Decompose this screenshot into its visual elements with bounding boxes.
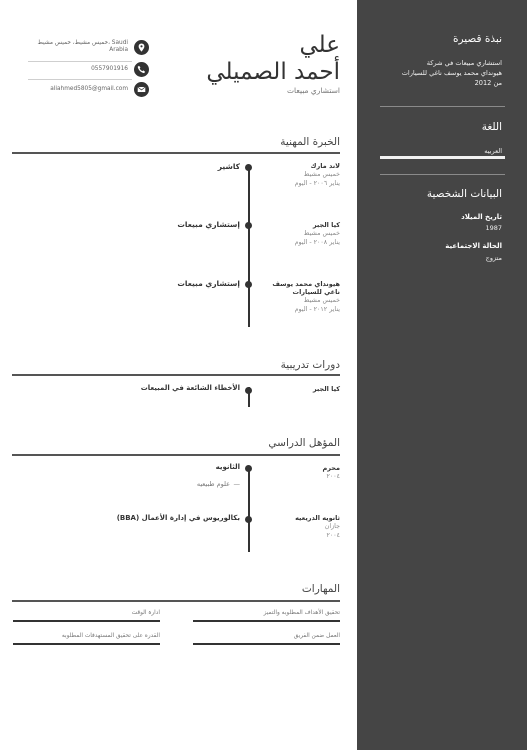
timeline-dot [245,516,252,523]
experience-date: يناير ٢٠١٢ - اليوم [294,306,340,313]
experience-role: إستشاري مبيعات [177,279,240,288]
education-school: ثانويه الدريعيه [295,514,340,522]
birth-label: تاريخ الميلاد [461,213,502,221]
marital-value: متزوج [485,254,502,262]
experience-org-line2: ناغي للسيارات [292,288,340,296]
marital-label: الحالة الاجتماعية [445,242,502,250]
skill-bar [193,643,340,645]
education-school: محرم [322,464,340,472]
phone-text[interactable]: 0557901916 [91,66,128,72]
language-value: العربيه [484,147,502,155]
section-rule [12,454,340,456]
skill-label: العمل ضمن الفريق [293,633,340,639]
experience-org: لاند مارك [310,162,340,170]
experience-date: يناير ٢٠٠٨ - اليوم [294,239,340,246]
sidebar [357,0,527,750]
skill-bar [13,643,160,645]
about-text: استشاري مبيعات في شركة هيونداي محمد يوسف ناغي للسيارات من 2012 [401,59,502,87]
experience-org: هيونداي محمد يوسف [272,280,340,288]
contact-address [28,40,152,60]
experience-city: خميس مشيط [303,297,340,304]
education-field: علوم طبيعيه [196,480,230,488]
training-org: كيا الجبر [312,385,340,393]
divider [28,79,132,80]
education-degree: بكالوريوس في إدارة الأعمال (BBA) [116,514,240,522]
address-text: خميس مشيط، خميس مشيط، Saudi Arabia [37,40,128,53]
skill-bar [13,620,160,622]
education-degree: الثانويه [215,463,240,471]
education-city: جازان [324,523,340,530]
education-year: ٢٠٠٤ [326,532,340,539]
personal-title: البيانات الشخصية [426,188,502,200]
timeline-dot [245,465,252,472]
last-name: أحمد الصميلي [206,59,340,85]
experience-date: يناير ٢٠٠٦ - اليوم [294,180,340,187]
location-pin-icon [134,40,149,55]
language-level-bar [380,156,505,159]
experience-org: كيا الجبر [312,221,340,229]
email-icon [134,82,149,97]
timeline-dot [245,222,252,229]
phone-icon [134,62,149,77]
job-title: استشاري مبيعات [287,86,340,95]
experience-role: كاشير [217,162,240,171]
section-rule [12,152,340,154]
section-rule [12,374,340,376]
skill-label: القدره على تحقيق المستهدفات المطلوبه [61,633,160,639]
training-title: دورات تدريبية [280,359,340,371]
skill-label: تحقيق الأهداف المطلوبه والتميز [263,610,340,616]
education-timeline [248,466,250,552]
training-course: الأخطاء الشائعة في المبيعات [140,384,240,392]
about-title: نبذة قصيرة [452,33,502,45]
skill-bar [193,620,340,622]
email-text[interactable]: aliahmed5805@gmail.com [50,86,128,92]
timeline-dot [245,281,252,288]
divider [380,106,505,107]
experience-city: خميس مشيط [303,230,340,237]
experience-role: إستشاري مبيعات [177,220,240,229]
section-rule [12,600,340,602]
timeline-dot [245,387,252,394]
experience-city: خميس مشيط [303,171,340,178]
contact-phone[interactable] [28,62,152,82]
timeline-dot [245,164,252,171]
education-year: ٢٠٠٤ [326,473,340,480]
skills-title: المهارات [301,583,340,595]
divider [380,174,505,175]
experience-title: الخبرة المهنية [280,136,340,148]
skill-label: ادارة الوقت [131,610,160,616]
language-title: اللغة [481,121,502,133]
education-field-prefix: — [233,480,240,488]
birth-value: 1987 [485,224,502,232]
contact-email[interactable] [28,82,152,102]
experience-timeline [248,165,250,327]
first-name: علي [299,32,340,58]
education-title: المؤهل الدراسي [268,437,340,449]
